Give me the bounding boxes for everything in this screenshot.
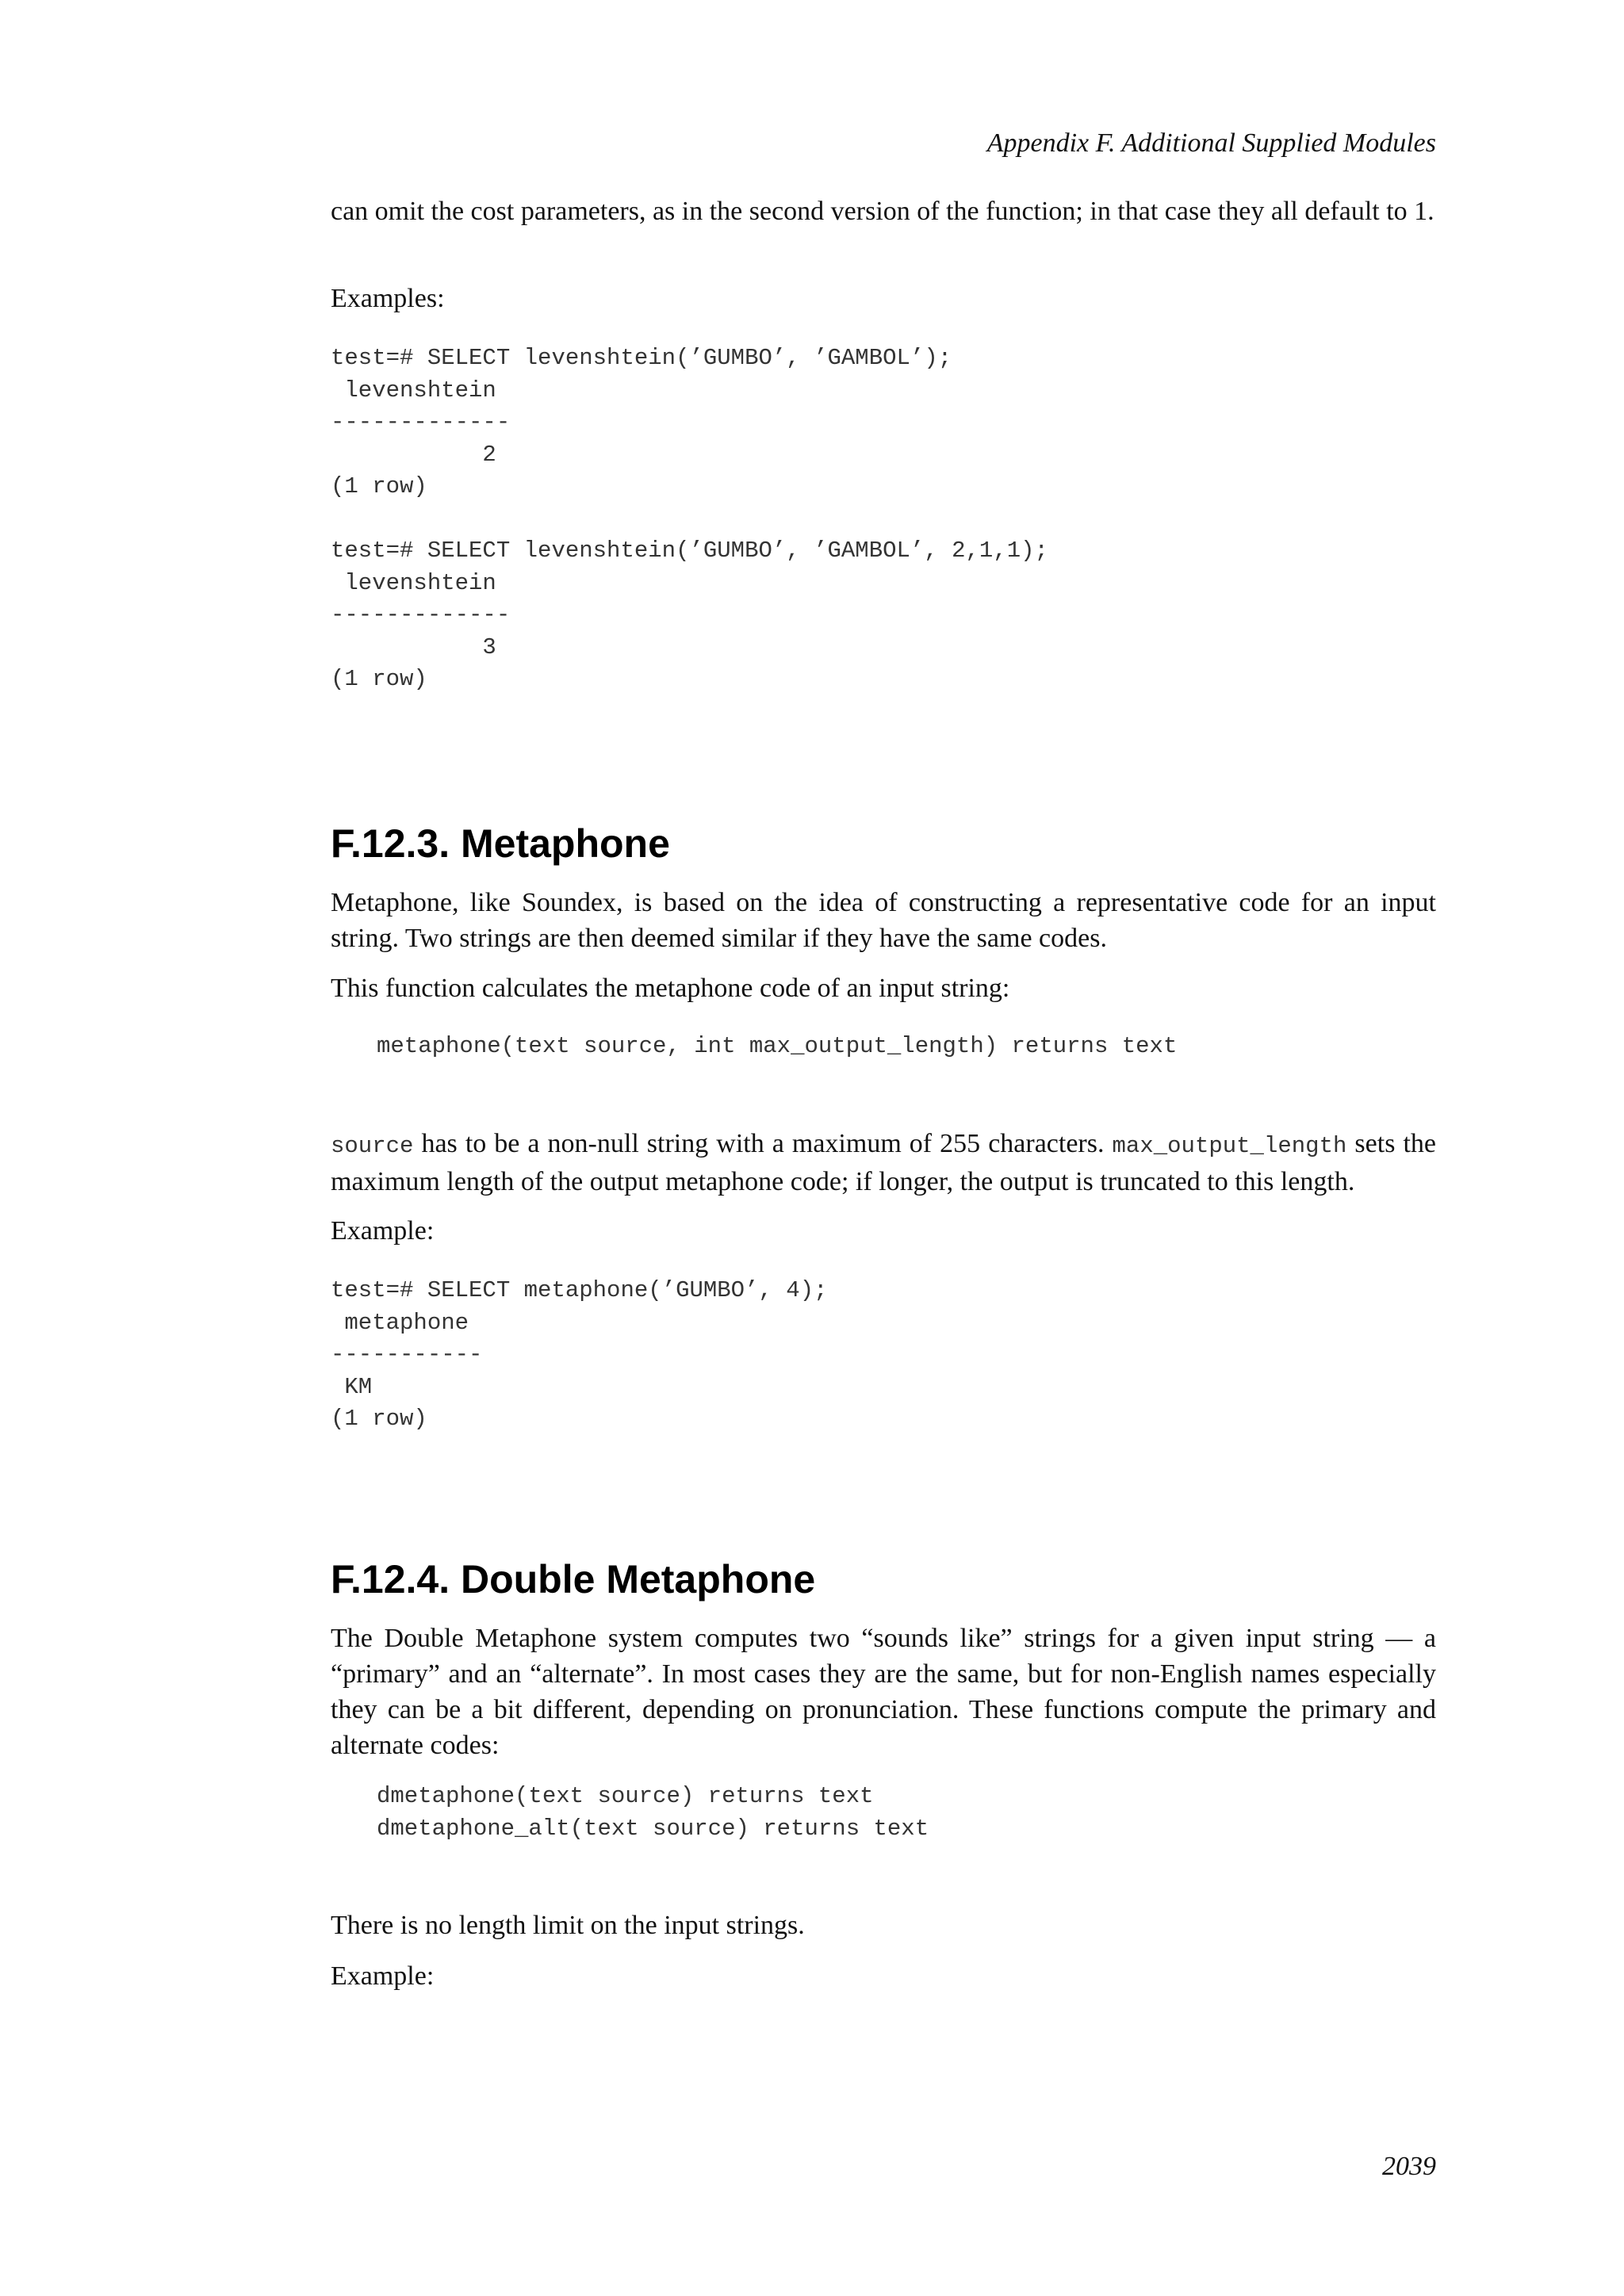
intro-paragraph: can omit the cost parameters, as in the second version of the function; in that case they all default to 1. <box>331 197 1434 226</box>
metaphone-signature: metaphone(text source, int max_output_length) returns text <box>377 1033 1178 1059</box>
page-number: 2039 <box>1382 2152 1436 2181</box>
metaphone-paragraph-2: This function calculates the metaphone code of an input string: <box>331 974 1010 1003</box>
metaphone-paragraph-1: Metaphone, like Soundex, is based on the idea of constructing a representative code for an input string. Two strings are then deemed similar if they have the same codes. <box>331 888 1436 953</box>
inline-code-max-output-length: max_output_length <box>1112 1133 1347 1159</box>
double-metaphone-paragraph-2: There is no length limit on the input strings. <box>331 1911 805 1940</box>
metaphone-paragraph-3-text-2: sets the maximum length of the output metaphone code; if longer, the output is truncated to this length. <box>331 1129 1437 1196</box>
section-heading-double-metaphone: F.12.4. Double Metaphone <box>331 1557 816 1601</box>
metaphone-paragraph-3 <box>331 1126 1436 1200</box>
metaphone-paragraph-3-text-1: has to be a non-null string with a maximum of 255 characters. <box>413 1129 1113 1158</box>
running-header: Appendix F. Additional Supplied Modules <box>986 128 1436 158</box>
double-metaphone-paragraph-1: The Double Metaphone system computes two “sounds like” strings for a given input string — a “primary” and an “alternate”. In most cases they are the same, but for non-English names especially they can be a bit different, depending on pronunciation. These functions compute the primary and alternate codes: <box>331 1624 1436 1760</box>
metaphone-example-label: Example: <box>331 1216 435 1246</box>
levenshtein-code-example: test=# SELECT levenshtein(’GUMBO’, ’GAMBOL’); levenshtein ------------- 2 (1 row) test=# SELECT levenshtein(’GUMBO’, ’GAMBOL’, 2,1,1); levenshtein ------------- 3 (1 row) <box>331 345 1048 692</box>
section-heading-metaphone: F.12.3. Metaphone <box>331 821 670 866</box>
double-metaphone-signatures: dmetaphone(text source) returns text dmetaphone_alt(text source) returns text <box>377 1783 929 1842</box>
examples-label: Examples: <box>331 284 445 313</box>
inline-code-source: source <box>331 1133 414 1159</box>
double-metaphone-example-label: Example: <box>331 1961 435 1991</box>
metaphone-code-example: test=# SELECT metaphone(’GUMBO’, 4); metaphone ----------- KM (1 row) <box>331 1277 828 1432</box>
